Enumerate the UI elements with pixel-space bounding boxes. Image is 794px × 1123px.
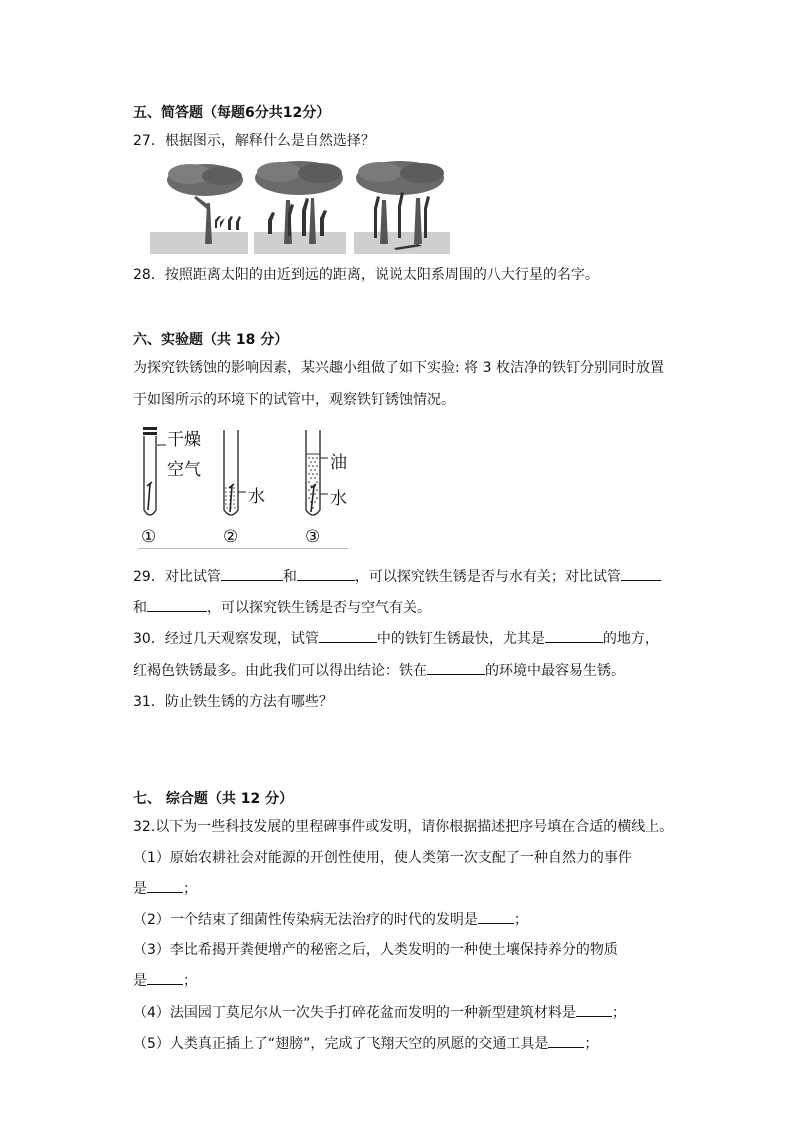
q29-text-e: ，可以探究铁生锈是否与空气有关。 xyxy=(207,600,431,616)
q32-item-4-text: （4）法国园丁莫尼尔从一次失手打碎花盆而发明的一种新型建筑材料是 xyxy=(133,1005,576,1021)
q30-text-b: 中的铁钉生锈最快，尤其是 xyxy=(376,631,545,647)
question-30-line-1 xyxy=(133,628,659,649)
q30-text-e: 的环境中最容易生锈。 xyxy=(485,663,625,679)
q30-blank-3[interactable] xyxy=(427,660,485,675)
q30-blank-2[interactable] xyxy=(545,628,603,643)
q32-item-2-blank[interactable] xyxy=(478,909,514,924)
q32-item-5 xyxy=(133,1033,598,1054)
q30-text-c: 的地方， xyxy=(602,631,659,647)
section-7-heading: 七、 综合题（共 12 分） xyxy=(133,791,294,807)
q30-blank-1[interactable] xyxy=(319,628,377,643)
question-29-line-1 xyxy=(133,566,661,587)
q32-item-3-line-2 xyxy=(133,970,197,991)
q32-item-3-semicolon: ； xyxy=(183,973,197,989)
q32-item-2-text: （2）一个结束了细菌性传染病无法治疗的时代的发明是 xyxy=(133,912,478,928)
q32-item-1-line-1: （1）原始农耕社会对能源的开创性使用，使人类第一次支配了一种自然力的事件 xyxy=(133,850,632,866)
q32-item-3-blank[interactable] xyxy=(147,970,183,985)
panel-1-short-neck-giraffes xyxy=(150,164,248,254)
q32-item-5-semicolon: ； xyxy=(584,1036,599,1052)
q32-item-2-semicolon: ； xyxy=(513,912,528,928)
question-27: 27．根据图示，解释什么是自然选择？ xyxy=(133,133,375,149)
question-32: 32.以下为一些科技发展的里程碑事件或发明，请你根据描述把序号填在合适的横线上。 xyxy=(133,819,674,835)
q29-text-b: 和 xyxy=(282,569,297,585)
test-tube-3 xyxy=(306,430,328,515)
label-dry: 干燥 xyxy=(167,430,201,450)
experiment-intro-line-1: 为探究铁锈蚀的影响因素，某兴趣小组做了如下实验: 将 3 枚洁净的铁钉分别同时放置 xyxy=(133,360,664,376)
q32-item-1-semicolon: ； xyxy=(183,881,197,897)
label-water-tube-3: 水 xyxy=(330,489,347,509)
panel-3-long-neck-giraffes xyxy=(354,161,450,254)
panel-2-mixed-neck-giraffes xyxy=(254,161,346,254)
q32-item-4-semicolon: ； xyxy=(611,1005,626,1021)
q29-text-c: ，可以探究铁生锈是否与水有关；对比试管 xyxy=(354,569,621,585)
q29-blank-3[interactable] xyxy=(621,566,661,581)
q32-item-5-text: （5）人类真正插上了“翅膀”，完成了飞翔天空的夙愿的交通工具是 xyxy=(133,1036,549,1052)
q32-item-5-blank[interactable] xyxy=(548,1033,584,1048)
q32-item-1-line-2 xyxy=(133,878,197,899)
q32-item-4-blank[interactable] xyxy=(576,1002,612,1017)
q30-text-d: 红褐色铁锈最多。由此我们可以得出结论：铁在 xyxy=(133,663,427,679)
q32-item-1-blank[interactable] xyxy=(147,878,183,893)
test-tube-2 xyxy=(224,430,246,515)
q32-item-4 xyxy=(133,1002,626,1023)
q29-text-a: 29．对比试管 xyxy=(133,569,221,585)
q32-item-3-text-b: 是 xyxy=(133,973,147,989)
question-28: 28．按照距离太阳的由近到远的距离，说说太阳系周围的八大行星的名字。 xyxy=(133,267,599,283)
question-29-line-2 xyxy=(133,597,431,618)
label-water-tube-2: 水 xyxy=(248,487,265,507)
tube-number-1: ① xyxy=(141,527,157,547)
question-31: 31．防止铁生锈的方法有哪些？ xyxy=(133,694,333,710)
tube-number-3: ③ xyxy=(305,527,321,547)
q30-text-a: 30．经过几天观察发现，试管 xyxy=(133,631,319,647)
q32-item-1-text-b: 是 xyxy=(133,881,147,897)
q29-blank-4[interactable] xyxy=(147,597,207,612)
section-6-heading: 六、实验题（共 18 分） xyxy=(133,332,289,348)
question-30-line-2 xyxy=(133,660,625,681)
q29-blank-2[interactable] xyxy=(297,566,355,581)
label-oil: 油 xyxy=(330,453,347,473)
tube-number-2: ② xyxy=(223,527,239,547)
q32-item-2 xyxy=(133,909,528,930)
natural-selection-illustration xyxy=(150,158,450,256)
q29-blank-1[interactable] xyxy=(221,566,283,581)
figure-divider xyxy=(138,548,348,549)
test-tube-1 xyxy=(143,427,166,515)
experiment-intro-line-2: 于如图所示的环境下的试管中，观察铁钉锈蚀情况。 xyxy=(133,392,455,408)
section-5-heading: 五、简答题（每题6分共12分） xyxy=(133,105,331,121)
q32-item-3-line-1: （3）李比希揭开粪便增产的秘密之后，人类发明的一种使土壤保持养分的物质 xyxy=(133,942,618,958)
label-air: 空气 xyxy=(167,460,201,480)
test-tube-figure xyxy=(138,424,348,549)
q29-text-d: 和 xyxy=(133,600,147,616)
